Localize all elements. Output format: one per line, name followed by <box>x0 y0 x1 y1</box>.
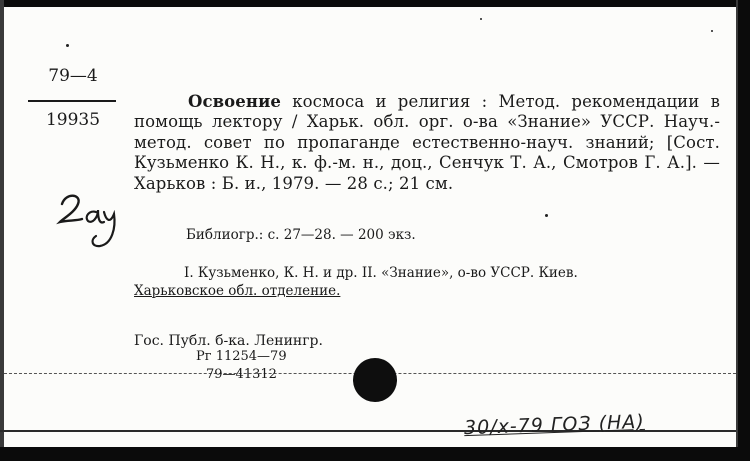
bibliography-note: Библиогр.: с. 27—28. — 200 экз. <box>186 227 416 243</box>
handwritten-mark <box>56 188 120 252</box>
library-name: Гос. Публ. б-ка. Ленингр. <box>134 333 323 349</box>
speck <box>480 18 482 20</box>
scan-border-left <box>0 0 4 461</box>
speck <box>66 44 69 47</box>
library-code-1: Рг 11254—79 <box>196 349 287 364</box>
handwritten-date: 30/х-79 ГОЗ (НА) <box>463 410 646 440</box>
tracings <box>134 264 720 300</box>
speck <box>711 30 713 32</box>
scan-border-bottom <box>0 447 750 461</box>
entry-body: космоса и религия : Метод. рекомендации в помощь лектору / Харьк. обл. орг. о-ва «Знание» УССР. Науч.-метод. совет по пропаганде естественно-науч. знаний; [Сост. Кузьменко К. Н., к. ф.-м. н., доц., Сенчук Т. А., Смотров Г. А.]. — Харьков : Б. и., 1979. — 28 с.; 21 см. <box>134 92 720 193</box>
bibliographic-entry <box>134 92 720 194</box>
library-code-2: 79—41312 <box>206 367 277 382</box>
tracing-line-1: I. Кузьменко, К. Н. и др. II. «Знание», о-во УССР. Киев. <box>184 265 578 281</box>
punch-hole <box>353 358 397 402</box>
tracing-line-2: Харьковское обл. отделение. <box>134 283 341 299</box>
entry-title: Освоение <box>188 92 282 111</box>
call-number-rule <box>28 100 116 102</box>
scan-border-top <box>0 0 750 7</box>
call-number-top: 79—4 <box>48 66 98 86</box>
scan-border-right <box>738 0 750 461</box>
call-number-bottom: 19935 <box>45 110 101 130</box>
speck <box>545 214 548 217</box>
